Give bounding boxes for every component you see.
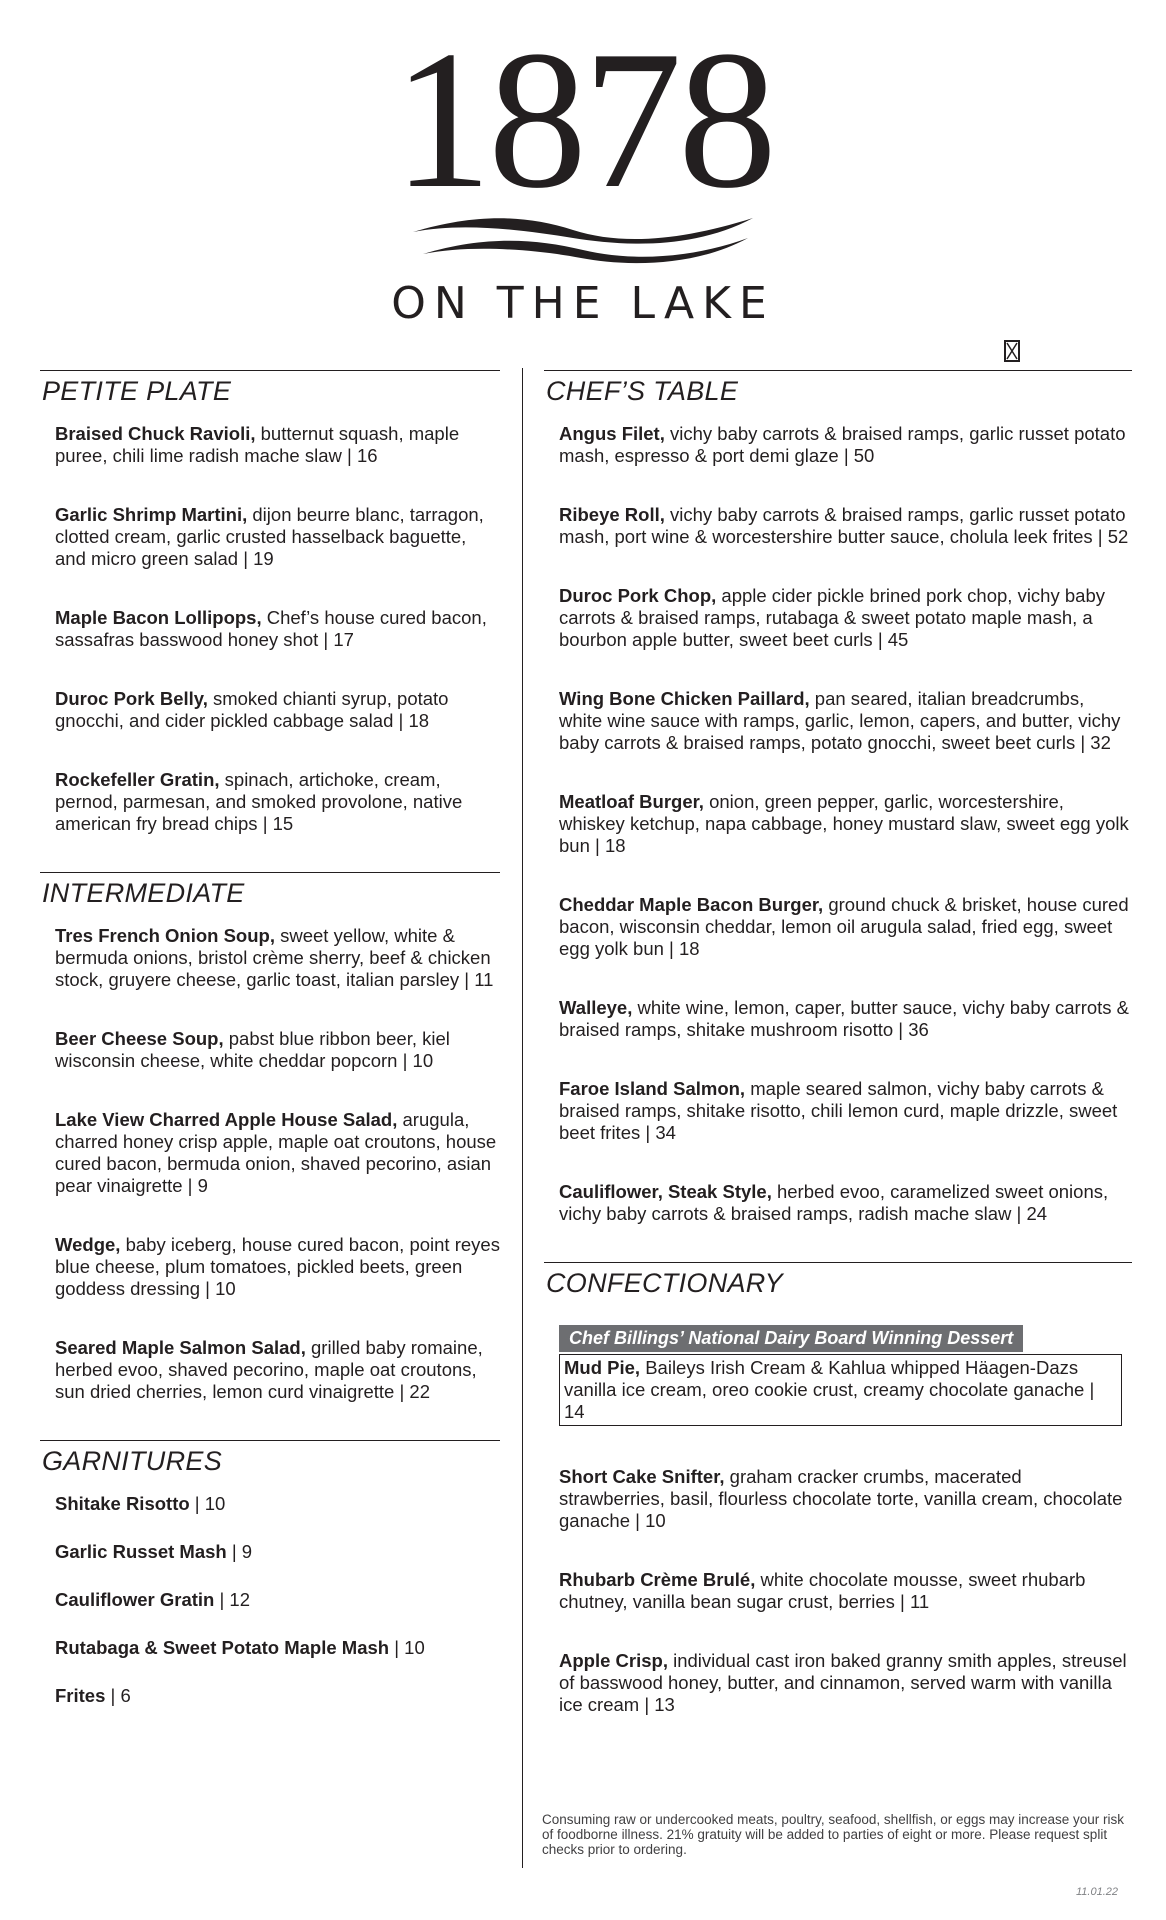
item-name: Lake View Charred Apple House Salad, [55,1109,398,1130]
column-divider [522,368,523,1868]
item-desc: individual cast iron baked granny smith apples, streusel of basswood honey, butter, and cinnamon, served warm with vanilla ice cream | 13 [559,1650,1127,1715]
menu-item [559,894,1132,960]
item-name: Shitake Risotto [55,1493,190,1514]
menu-item [55,1337,500,1403]
item-desc: dijon beurre blanc, tarragon, clotted cream, garlic crusted hasselback baguette, and micro green salad | 19 [55,504,484,569]
menu-item [559,1181,1132,1225]
menu-item [55,1234,500,1300]
item-name: Garlic Russet Mash [55,1541,227,1562]
menu-item [559,504,1132,548]
item-desc: pabst blue ribbon beer, kiel wisconsin cheese, white cheddar popcorn | 10 [55,1028,450,1071]
item-desc: Chef’s house cured bacon, sassafras basswood honey shot | 17 [55,607,487,650]
item-desc: sweet yellow, white & bermuda onions, bristol crème sherry, beef & chicken stock, gruyere cheese, garlic toast, italian parsley | 11 [55,925,494,990]
item-name: Meatloaf Burger, [559,791,704,812]
date-code: 11.01.22 [1075,1886,1118,1898]
item-desc: onion, green pepper, garlic, worcestershire, whiskey ketchup, napa cabbage, honey mustard slaw, sweet egg yolk bun | 18 [559,791,1129,856]
award-banner: Chef Billings’ National Dairy Board Winning Dessert [559,1325,1023,1352]
logo-number: 1878 [393,10,773,229]
item-desc: grilled baby romaine, herbed evoo, shaved pecorino, maple oat croutons, sun dried cherries, lemon curd vinaigrette | 22 [55,1337,483,1402]
item-name: Maple Bacon Lollipops, [55,607,262,628]
item-desc: herbed evoo, caramelized sweet onions, vichy baby carrots & braised ramps, radish mache slaw | 24 [559,1181,1109,1224]
menu-item [559,688,1132,754]
item-desc: pan seared, italian breadcrumbs, white wine sauce with ramps, garlic, lemon, capers, and butter, vichy baby carrots & braised ramps, potato gnocchi, sweet beet curls | 32 [559,688,1121,753]
section-title: INTERMEDIATE [42,878,245,908]
menu-item [55,504,500,570]
menu-item [55,1493,500,1515]
featured-dessert [559,1354,1122,1426]
item-desc: apple cider pickle brined pork chop, vichy baby carrots & braised ramps, rutabaga & sweet potato maple mash, a bourbon apple butter, sweet beet curls | 45 [559,585,1105,650]
item-name: Rhubarb Crème Brulé, [559,1569,756,1590]
item-name: Short Cake Snifter, [559,1466,725,1487]
section-title: PETITE PLATE [42,376,232,406]
item-desc: spinach, artichoke, cream, pernod, parmesan, and smoked provolone, native american fry bread chips | 15 [55,769,463,834]
item-name: Wedge, [55,1234,121,1255]
section-title: CHEF’S TABLE [546,376,739,406]
menu-item [55,1109,500,1197]
section-garnitures [40,1440,500,1707]
item-desc: baby iceberg, house cured bacon, point reyes blue cheese, plum tomatoes, pickled beets, green goddess dressing | 10 [55,1234,500,1299]
menu-item [55,688,500,732]
item-name: Apple Crisp, [559,1650,668,1671]
section-title: CONFECTIONARY [546,1268,783,1298]
footer-disclaimer: Consuming raw or undercooked meats, poultry, seafood, shellfish, or eggs may increase your risk of foodborne illness. 21% gratuity will be added to parties of eight or more. Please request split checks prior to ordering. [542,1812,1125,1857]
menu-item [55,1589,500,1611]
menu-item [55,1685,500,1707]
item-name: Cheddar Maple Bacon Burger, [559,894,824,915]
item-price: | 10 [189,1493,226,1514]
section-intermediate [40,872,500,1403]
item-name: Garlic Shrimp Martini, [55,504,248,525]
menu-item [55,925,500,991]
item-desc: vichy baby carrots & braised ramps, garlic russet potato mash, espresso & port demi glaze | 50 [559,423,1126,466]
item-desc: arugula, charred honey crisp apple, maple oat croutons, house cured bacon, bermuda onion, shaved pecorino, asian pear vinaigrette | 9 [55,1109,497,1196]
item-desc: ground chuck & brisket, house cured bacon, wisconsin cheddar, lemon oil arugula salad, fried egg, sweet egg yolk bun | 18 [559,894,1129,959]
item-desc: white chocolate mousse, sweet rhubarb chutney, vanilla bean sugar crust, berries | 11 [559,1569,1086,1612]
item-price: | 12 [214,1589,250,1610]
restaurant-logo [0,10,1166,329]
item-name: Duroc Pork Chop, [559,585,717,606]
item-desc: smoked chianti syrup, potato gnocchi, and cider pickled cabbage salad | 18 [55,688,449,731]
item-name: Faroe Island Salmon, [559,1078,746,1099]
item-name: Frites [55,1685,106,1706]
menu-item [559,1078,1132,1144]
menu-item [55,1637,500,1659]
logo-subtitle: ON THE LAKE [391,278,775,329]
menu-item [559,423,1132,467]
menu-item [55,607,500,651]
left-column [40,370,500,1733]
menu-item [55,423,500,467]
menu-item [559,791,1132,857]
section-chefs-table [544,370,1132,1225]
menu-item [55,1028,500,1072]
section-petite-plate [40,370,500,835]
right-column [544,370,1132,1753]
item-desc: maple seared salmon, vichy baby carrots & braised ramps, shitake risotto, chili lemon curd, maple drizzle, sweet beet frites | 34 [559,1078,1118,1143]
item-name: Ribeye Roll, [559,504,665,525]
item-name: Cauliflower Gratin [55,1589,215,1610]
menu-item [559,1569,1132,1613]
menu-item [559,585,1132,651]
item-price: | 9 [226,1541,253,1562]
item-name: Rutabaga & Sweet Potato Maple Mash [55,1637,390,1658]
item-name: Angus Filet, [559,423,665,444]
item-desc: white wine, lemon, caper, butter sauce, vichy baby carrots & braised ramps, shitake mushroom risotto | 36 [559,997,1130,1040]
menu-item [559,997,1132,1041]
item-name: Beer Cheese Soup, [55,1028,224,1049]
item-name: Rockefeller Gratin, [55,769,220,790]
item-name: Duroc Pork Belly, [55,688,208,709]
section-confectionary [544,1262,1132,1716]
missing-glyph-icon [1004,340,1020,362]
section-title: GARNITURES [42,1446,223,1476]
menu-item [559,1466,1132,1532]
item-name: Wing Bone Chicken Paillard, [559,688,810,709]
item-name: Mud Pie, [564,1357,641,1378]
menu-item [55,769,500,835]
item-desc: graham cracker crumbs, macerated strawberries, basil, flourless chocolate torte, vanilla cream, chocolate ganache | 10 [559,1466,1123,1531]
menu-item [55,1541,500,1563]
item-desc: butternut squash, maple puree, chili lime radish mache slaw | 16 [55,423,460,466]
item-name: Cauliflower, Steak Style, [559,1181,772,1202]
item-name: Walleye, [559,997,633,1018]
item-price: | 10 [389,1637,425,1658]
menu-item [559,1650,1132,1716]
item-name: Tres French Onion Soup, [55,925,275,946]
item-price: | 6 [105,1685,131,1706]
item-desc: vichy baby carrots & braised ramps, garlic russet potato mash, port wine & worcestershire butter sauce, cholula leek frites | 52 [559,504,1129,547]
item-desc: Baileys Irish Cream & Kahlua whipped Häagen-Dazs vanilla ice cream, oreo cookie crust, creamy chocolate ganache | 14 [564,1357,1095,1422]
item-name: Seared Maple Salmon Salad, [55,1337,306,1358]
item-name: Braised Chuck Ravioli, [55,423,256,444]
